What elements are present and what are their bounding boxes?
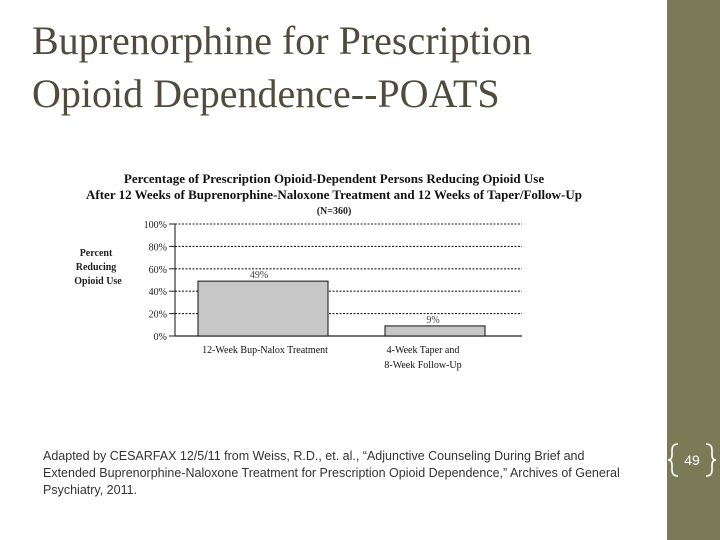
y-tick-label: 60% xyxy=(148,264,167,276)
bar xyxy=(385,326,485,336)
y-axis-label-line3: Opioid Use xyxy=(74,276,122,287)
source-caption: Adapted by CESARFAX 12/5/11 from Weiss, R.D., et. al., “Adjunctive Counseling During Brief and Extended Buprenorphine-Naloxone Treatment for Prescription Opioid Dependence,” Archives of General Psychiatry, 2011. xyxy=(43,449,620,497)
y-tick-label: 20% xyxy=(148,309,167,321)
slide-title-line1: Buprenorphine for Prescription xyxy=(32,18,532,63)
chart-subtitle: (N=360) xyxy=(316,206,352,217)
chart-title-line1: Percentage of Prescription Opioid-Dependent Persons Reducing Opioid Use xyxy=(123,171,545,186)
bar-data-label: 49% xyxy=(249,270,269,282)
y-axis-label-line2: Reducing xyxy=(75,262,117,273)
slide-title xyxy=(32,14,652,120)
x-category-label: 4-Week Taper and xyxy=(386,345,460,356)
y-tick-label: 80% xyxy=(148,242,167,254)
chart-title-line2: After 12 Weeks of Buprenorphine-Naloxone Treatment and 12 Weeks of Taper/Follow-Up xyxy=(86,187,582,202)
y-tick-label: 100% xyxy=(143,220,167,231)
x-category-label-line2: 8-Week Follow-Up xyxy=(384,360,462,371)
bar xyxy=(198,281,328,336)
bar-data-label: 9% xyxy=(426,314,440,326)
chart-image xyxy=(38,160,636,377)
y-tick-label: 0% xyxy=(153,332,167,343)
page-number: 49 xyxy=(684,452,700,468)
page-number-badge xyxy=(666,440,718,480)
slide-title-line2: Opioid Dependence--POATS xyxy=(32,71,500,116)
y-axis-label-line1: Percent xyxy=(79,248,113,259)
bar-chart xyxy=(38,160,636,377)
y-tick-label: 40% xyxy=(148,287,167,299)
x-category-label: 12-Week Bup-Nalox Treatment xyxy=(202,345,328,356)
